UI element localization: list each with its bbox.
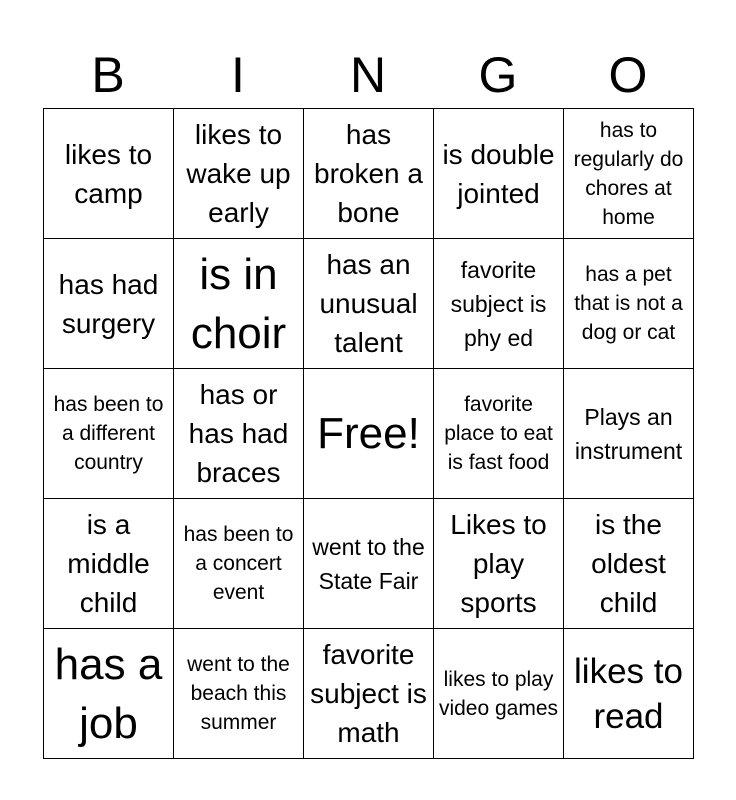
header-letter-i: I: [231, 47, 245, 103]
bingo-cell[interactable]: has broken a bone: [304, 109, 434, 239]
header-letter-n: N: [349, 47, 387, 103]
bingo-cell[interactable]: has an unusual talent: [304, 239, 434, 369]
bingo-cell[interactable]: has to regularly do chores at home: [564, 109, 694, 239]
bingo-card: [43, 108, 694, 759]
header-letter-g: G: [478, 47, 518, 103]
bingo-row: [44, 629, 694, 759]
bingo-cell[interactable]: likes to wake up early: [174, 109, 304, 239]
bingo-cell[interactable]: has been to a concert event: [174, 499, 304, 629]
bingo-row: [44, 499, 694, 629]
bingo-cell[interactable]: has or has had braces: [174, 369, 304, 499]
bingo-cell[interactable]: favorite subject is math: [304, 629, 434, 759]
bingo-cell[interactable]: favorite subject is phy ed: [434, 239, 564, 369]
free-space-cell[interactable]: Free!: [304, 369, 434, 499]
header-letter-b: B: [91, 47, 125, 103]
bingo-row: [44, 239, 694, 369]
bingo-cell[interactable]: Plays an instrument: [564, 369, 694, 499]
bingo-cell[interactable]: has had surgery: [44, 239, 174, 369]
header-letter-o: O: [608, 47, 648, 103]
bingo-cell[interactable]: went to the State Fair: [304, 499, 434, 629]
bingo-cell[interactable]: has a job: [44, 629, 174, 759]
bingo-cell[interactable]: has been to a different country: [44, 369, 174, 499]
bingo-cell[interactable]: likes to camp: [44, 109, 174, 239]
bingo-cell[interactable]: favorite place to eat is fast food: [434, 369, 564, 499]
bingo-cell[interactable]: is in choir: [174, 239, 304, 369]
bingo-row: [44, 369, 694, 499]
bingo-cell[interactable]: is the oldest child: [564, 499, 694, 629]
bingo-cell[interactable]: is double jointed: [434, 109, 564, 239]
bingo-cell[interactable]: has a pet that is not a dog or cat: [564, 239, 694, 369]
bingo-header: [43, 46, 693, 104]
bingo-row: [44, 109, 694, 239]
bingo-cell[interactable]: is a middle child: [44, 499, 174, 629]
bingo-cell[interactable]: went to the beach this summer: [174, 629, 304, 759]
bingo-cell[interactable]: likes to read: [564, 629, 694, 759]
bingo-cell[interactable]: Likes to play sports: [434, 499, 564, 629]
bingo-cell[interactable]: likes to play video games: [434, 629, 564, 759]
